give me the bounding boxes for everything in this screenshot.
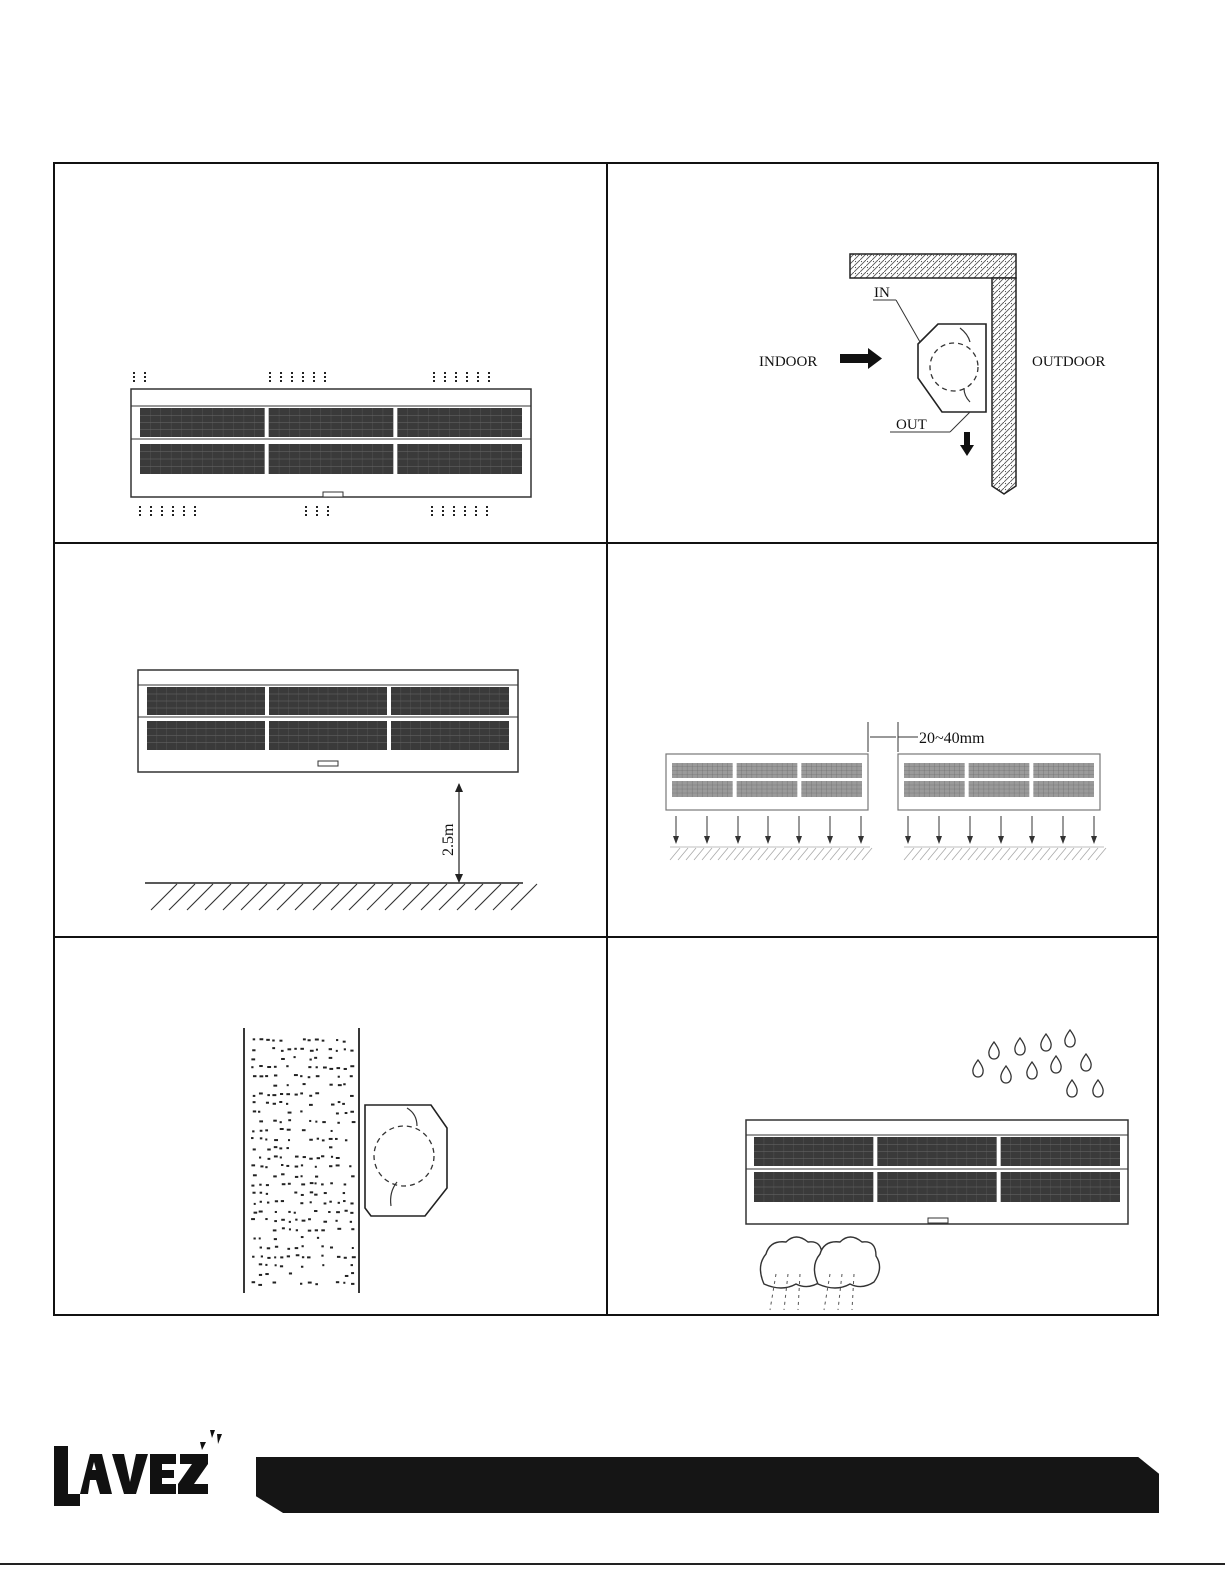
water-drop-icon [973, 1030, 1103, 1097]
diagram-grid [53, 162, 1159, 1316]
smoke-cloud-icon [760, 1237, 879, 1310]
out-label: OUT [896, 417, 927, 433]
arrow-down-icon [960, 432, 974, 456]
air-curtain-unit-left [666, 754, 868, 810]
wall-texture [244, 1028, 359, 1293]
outdoor-label: OUTDOOR [1032, 354, 1106, 370]
air-curtain-unit-right [898, 754, 1100, 810]
panel-airflow-section [608, 164, 1159, 542]
panel-dust-curtain [55, 164, 606, 542]
footer-banner-bar [256, 1457, 1159, 1513]
panel-wall-mount [55, 938, 606, 1316]
gap-label: 20~40mm [919, 730, 985, 747]
gap-dimension [868, 722, 985, 752]
air-curtain-unit [138, 670, 518, 772]
in-label: IN [874, 285, 890, 301]
footer [0, 1420, 1225, 1520]
arrow-right-icon [840, 348, 882, 369]
panel-mounting-height [55, 544, 606, 936]
airflow-arrows [673, 816, 1097, 844]
indoor-label: INDOOR [759, 354, 818, 370]
air-curtain-unit [746, 1120, 1128, 1224]
page-bottom-rule [0, 1563, 1225, 1565]
air-curtain-unit [131, 389, 531, 497]
curtain-unit-side [918, 324, 986, 412]
floor-hatch-light [670, 847, 1106, 860]
floor-hatch [145, 883, 537, 910]
height-label: 2.5m [440, 823, 457, 856]
curtain-unit-side [365, 1105, 447, 1216]
company-logo [50, 1424, 240, 1514]
panel-weather-barrier [608, 938, 1159, 1316]
height-dimension [440, 783, 463, 883]
panel-unit-spacing [608, 544, 1159, 936]
